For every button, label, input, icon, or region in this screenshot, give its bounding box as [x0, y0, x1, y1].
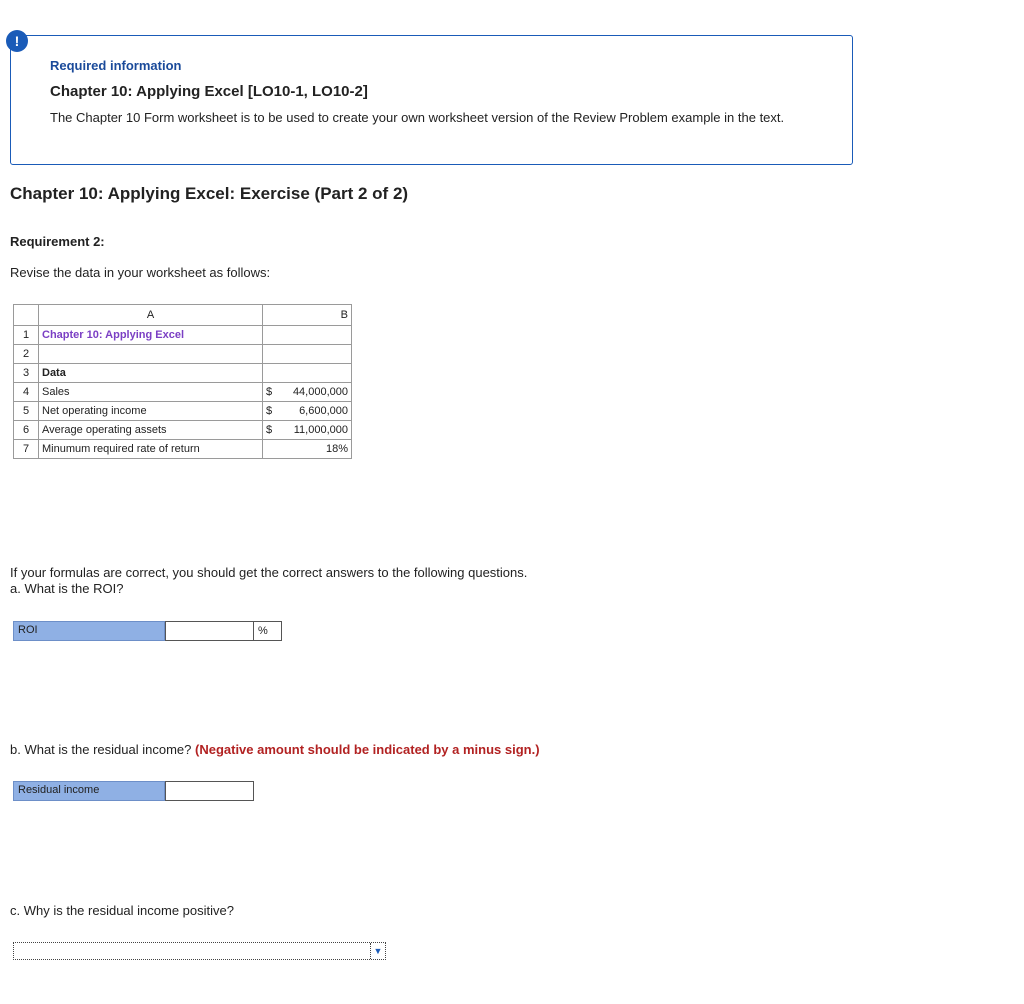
question-b [10, 742, 540, 757]
residual-income-answer-row [13, 781, 254, 801]
table-row [14, 383, 352, 402]
cell-b3 [263, 364, 352, 383]
info-text: The Chapter 10 Form worksheet is to be used to create your own worksheet version of the Review Problem example in the text. [50, 110, 785, 125]
info-icon: ! [6, 30, 28, 52]
row-number: 1 [14, 326, 39, 345]
row-number: 2 [14, 345, 39, 364]
table-row [14, 326, 352, 345]
roi-label: ROI [13, 621, 165, 641]
cell-a7: Minumum required rate of return [39, 440, 263, 459]
row-number: 3 [14, 364, 39, 383]
cell-a2 [39, 345, 263, 364]
cell-a1: Chapter 10: Applying Excel [39, 326, 263, 345]
page-title: Chapter 10: Applying Excel: Exercise (Part 2 of 2) [10, 184, 409, 203]
row-number: 4 [14, 383, 39, 402]
table-row [14, 402, 352, 421]
table-row [14, 345, 352, 364]
column-header-row [14, 305, 352, 326]
cell-b2 [263, 345, 352, 364]
cell-a6: Average operating assets [39, 421, 263, 440]
table-row [14, 421, 352, 440]
currency-symbol: $ [266, 424, 273, 436]
cell-a5: Net operating income [39, 402, 263, 421]
currency-symbol: $ [266, 386, 273, 398]
question-c-text: c. Why is the residual income positive? [10, 903, 234, 918]
info-label: Required information [50, 58, 182, 73]
cell-b4 [263, 383, 352, 402]
column-header-b: B [263, 305, 352, 326]
worksheet-table [13, 304, 352, 459]
currency-symbol: $ [266, 405, 273, 417]
column-header-a: A [39, 305, 263, 326]
cell-b5 [263, 402, 352, 421]
table-row [14, 440, 352, 459]
residual-income-reason-dropdown[interactable] [13, 942, 386, 960]
instruction-text: Revise the data in your worksheet as follows: [10, 265, 271, 280]
table-row [14, 364, 352, 383]
cell-b1 [263, 326, 352, 345]
cell-a3: Data [39, 364, 263, 383]
cell-b6 [263, 421, 352, 440]
corner-cell [14, 305, 39, 326]
question-b-text: b. What is the residual income? [10, 742, 192, 757]
required-information-box [10, 35, 853, 165]
chevron-down-icon[interactable]: ▼ [370, 943, 385, 959]
row-number: 5 [14, 402, 39, 421]
question-intro [10, 565, 527, 597]
question-intro-text: If your formulas are correct, you should get the correct answers to the following questions. [10, 565, 528, 580]
cell-value: 6,600,000 [299, 405, 348, 417]
roi-input[interactable] [165, 621, 254, 641]
row-number: 7 [14, 440, 39, 459]
row-number: 6 [14, 421, 39, 440]
question-b-warning: (Negative amount should be indicated by a minus sign.) [195, 742, 540, 757]
info-title: Chapter 10: Applying Excel [LO10-1, LO10-2] [50, 83, 368, 100]
percent-unit: % [254, 621, 282, 641]
cell-a4: Sales [39, 383, 263, 402]
cell-value: 11,000,000 [293, 424, 348, 436]
residual-income-label: Residual income [13, 781, 165, 801]
requirement-label: Requirement 2: [10, 234, 105, 249]
roi-answer-row [13, 621, 282, 641]
cell-b7: 18% [263, 440, 352, 459]
question-a-text: a. What is the ROI? [10, 581, 124, 596]
cell-value: 44,000,000 [292, 386, 348, 398]
residual-income-input[interactable] [165, 781, 254, 801]
